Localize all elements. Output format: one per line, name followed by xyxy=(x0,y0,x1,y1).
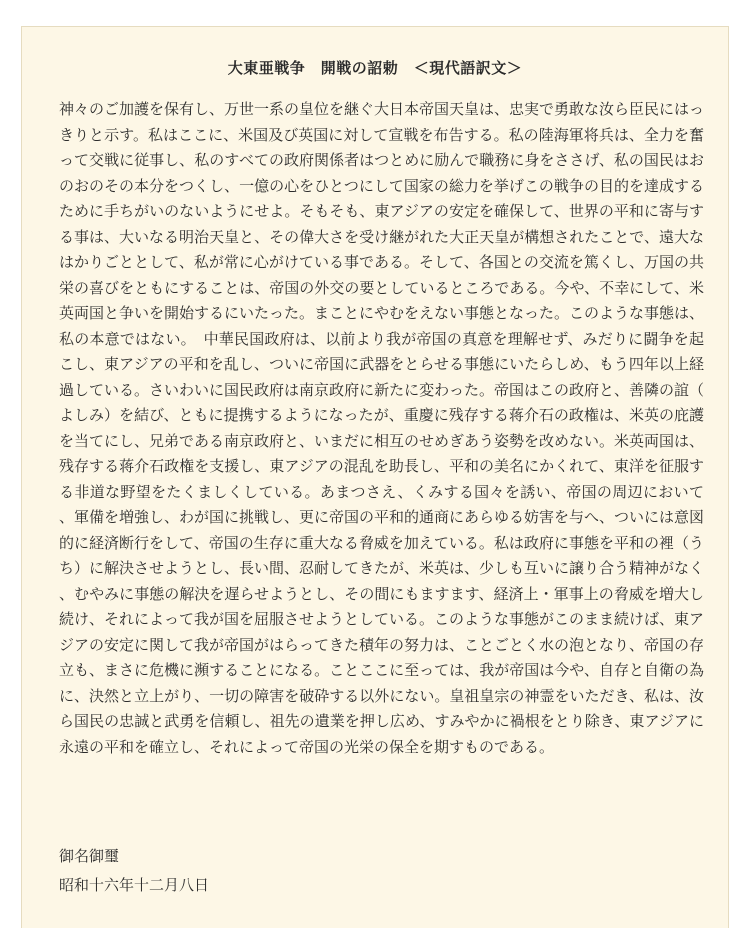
imperial-signature: 御名御璽 xyxy=(59,847,120,865)
document-date: 昭和十六年十二月八日 xyxy=(59,876,210,894)
document-body: 神々のご加護を保有し、万世一系の皇位を継ぐ大日本帝国天皇は、忠実で勇敢な汝ら臣民にはっきりと示す。私はここに、米国及び英国に対して宣戦を布告する。私の陸海軍将兵は、全力を奮って交戦に従事し、私のすべての政府関係者はつとめに励んで職務に身をささげ、私の国民はおのおのその本分をつくし、一億の心をひとつにして国家の総力を挙げこの戦争の目的を達成するために手ちがいのないようにせよ。そもそも、東アジアの安定を確保して、世界の平和に寄与する事は、大いなる明治天皇と、その偉大さを受け継がれた大正天皇が構想されたことで、遠大なはかりごととして、私が常に心がけている事である。そして、各国との交流を篤くし、万国の共栄の喜びをともにすることは、帝国の外交の要としているところである。今や、不幸にして、米英両国と争いを開始するにいたった。まことにやむをえない事態となった。このような事態は、私の本意ではない。 中華民国政府は、以前より我が帝国の真意を理解せず、みだりに闘争を起こし、東アジアの平和を乱し、ついに帝国に武器をとらせる事態にいたらしめ、もう四年以上経過している。さいわいに国民政府は南京政府に新たに変わった。帝国はこの政府と、善隣の誼（よしみ）を結び、ともに提携するようになったが、重慶に残存する蒋介石の政権は、米英の庇護を当てにし、兄弟である南京政府と、いまだに相互のせめぎあう姿勢を改めない。米英両国は、残存する蒋介石政権を支援し、東アジアの混乱を助長し、平和の美名にかくれて、東洋を征服する非道な野望をたくましくしている。あまつさえ、くみする国々を誘い、帝国の周辺において、軍備を増強し、わが国に挑戦し、更に帝国の平和的通商にあらゆる妨害を与へ、ついには意図的に経済断行をして、帝国の生存に重大なる脅威を加えている。私は政府に事態を平和の裡（うち）に解決させようとし、長い間、忍耐してきたが、米英は、少しも互いに譲り合う精神がなく、むやみに事態の解決を遅らせようとし、その間にもますます、経済上・軍事上の脅威を増大し続け、それによって我が国を屈服させようとしている。このような事態がこのまま続けば、東アジアの安定に関して我が帝国がはらってきた積年の努力は、ことごとく水の泡となり、帝国の存立も、まさに危機に瀕することになる。ことここに至っては、我が帝国は今や、自存と自衛の為に、決然と立上がり、一切の障害を破砕する以外にない。皇祖皇宗の神霊をいただき、私は、汝ら国民の忠誠と武勇を信頼し、祖先の遺業を押し広め、すみやかに禍根をとり除き、東アジアに永遠の平和を確立し、それによって帝国の光栄の保全を期すものである。 xyxy=(59,100,705,756)
document-title: 大東亜戦争 開戦の詔勅 ＜現代語訳文＞ xyxy=(227,59,523,77)
document-page xyxy=(21,26,729,928)
